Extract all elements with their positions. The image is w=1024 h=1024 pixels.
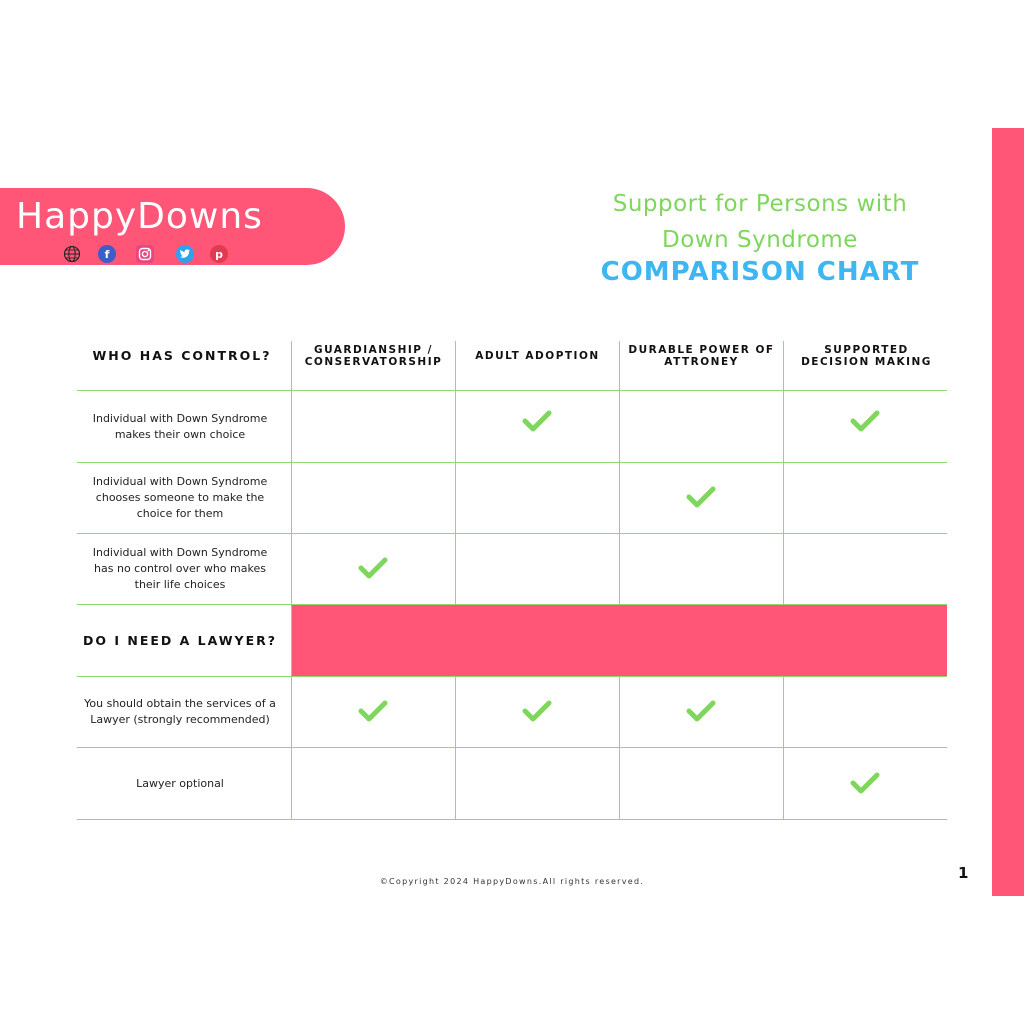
column-divider bbox=[455, 341, 456, 819]
column-header-adoption: ADULT ADOPTION bbox=[475, 350, 600, 362]
facebook-icon[interactable]: f bbox=[98, 245, 116, 263]
row-label: Individual with Down Syndrome makes their own choice bbox=[92, 411, 268, 441]
instagram-icon[interactable] bbox=[136, 245, 154, 263]
row-label: Individual with Down Syndrome has no control over who makes their life choices bbox=[92, 546, 268, 591]
column-divider bbox=[291, 341, 292, 819]
checkmark-icon bbox=[686, 485, 716, 509]
column-header-guardianship: GUARDIANSHIP / CONSERVATORSHIP bbox=[304, 344, 443, 368]
subtitle-line-2: Down Syndrome bbox=[662, 227, 858, 253]
checkmark-icon bbox=[358, 556, 388, 580]
checkmark-icon bbox=[850, 771, 880, 795]
column-header-supported: SUPPORTED DECISION MAKING bbox=[801, 344, 932, 368]
row-label: You should obtain the services of a Lawyer (strongly recommended) bbox=[84, 697, 276, 726]
side-accent-bar bbox=[992, 128, 1024, 896]
pinterest-icon[interactable]: p bbox=[210, 245, 228, 263]
twitter-icon[interactable] bbox=[176, 245, 194, 263]
checkmark-icon bbox=[522, 409, 552, 433]
row-label: Individual with Down Syndrome chooses someone to make the choice for them bbox=[92, 475, 268, 520]
column-divider bbox=[619, 341, 620, 819]
row-label: Lawyer optional bbox=[136, 776, 224, 790]
brand-logo-text: HappyDowns bbox=[16, 196, 263, 237]
page-subtitle bbox=[560, 186, 960, 258]
section-band bbox=[292, 605, 947, 676]
copyright-footer: ©Copyright 2024 HappyDowns.All rights reserved. bbox=[379, 877, 645, 886]
column-header-poa: DURABLE POWER OF ATTRONEY bbox=[628, 344, 775, 368]
section-header-lawyer: DO I NEED A LAWYER? bbox=[83, 632, 277, 648]
globe-icon[interactable] bbox=[63, 245, 81, 263]
checkmark-icon bbox=[850, 409, 880, 433]
section-header-control: WHO HAS CONTROL? bbox=[92, 348, 272, 363]
table-divider bbox=[77, 819, 947, 820]
subtitle-line-1: Support for Persons with bbox=[612, 191, 908, 217]
checkmark-icon bbox=[686, 699, 716, 723]
page-number: 1 bbox=[958, 864, 969, 882]
checkmark-icon bbox=[358, 699, 388, 723]
column-divider bbox=[783, 341, 784, 819]
checkmark-icon bbox=[522, 699, 552, 723]
page-title: COMPARISON CHART bbox=[600, 257, 920, 287]
